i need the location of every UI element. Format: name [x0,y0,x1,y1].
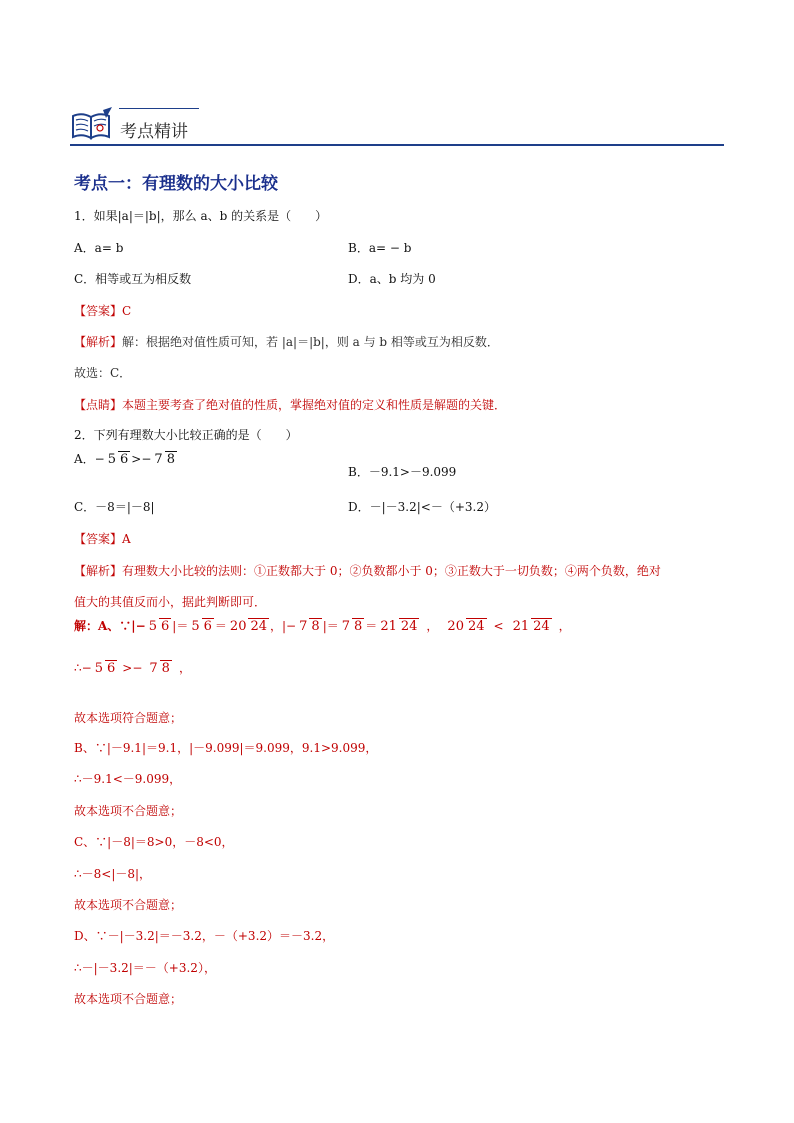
text: |＝ [172,619,189,633]
numerator: 21 [380,618,397,634]
fraction [340,618,365,634]
header-accent-line [119,108,199,109]
therefore-c: ∴－8<|－8|， [74,867,152,881]
denominator: 8 [161,660,170,676]
header-title: 考点精讲 [120,122,188,142]
option-label: A． [74,452,95,466]
numerator: 5 [94,660,103,676]
text: ， [178,661,191,675]
denominator: 24 [467,618,485,634]
text: ， [426,619,439,633]
text: ∴− [74,660,92,675]
header-divider [70,144,724,146]
text: ＝ [214,619,227,633]
solution-a [74,617,571,634]
text: ， [558,619,571,633]
answer-tag: 【答案】 [74,304,123,318]
analysis-text: 有理数大小比较的法则：①正数都大于 0；②负数都小于 0；③正数大于一切负数；④两个负数，绝对 [122,564,661,578]
q1-analysis [74,333,499,350]
denominator: 6 [161,618,170,634]
fit-a: 故本选项符合题意； [74,711,183,725]
fraction [228,618,269,634]
comment-tag: 【点睛】 [74,398,123,412]
numerator: 7 [149,660,158,676]
analysis-tag: 【解析】 [74,564,123,578]
answer-value: C [122,304,132,318]
denominator: 24 [400,618,418,634]
text: ＝ [365,619,378,633]
numerator: 21 [512,618,530,634]
q2-analysis-line1 [74,562,661,579]
numerator: 7 [299,618,308,634]
denominator: 8 [354,618,363,634]
fraction [147,618,172,634]
therefore-a [74,659,191,676]
solution-b: B、∵|－9.1|＝9.1，|－9.099|＝9.099，9.1>9.099， [74,741,378,755]
denominator: 8 [311,618,320,634]
nofit-b: 故本选项不合题意； [74,804,183,818]
numerator: 20 [447,618,464,634]
fraction [93,660,118,676]
fraction [297,618,322,634]
q1-choice: 故选：C． [74,366,132,380]
answer-tag: 【答案】 [74,532,123,546]
numerator: 7 [154,451,163,467]
gt-sign: >− [131,451,152,466]
analysis-tag: 【解析】 [74,335,123,349]
answer-value: A [122,532,131,546]
book-icon [70,106,114,142]
fraction [511,618,552,634]
q2-option-b: B．－9.1>－9.099 [348,465,457,479]
q1-option-b: B．a= − b [348,241,412,255]
therefore-d: ∴－|－3.2|＝－（+3.2）， [74,961,216,975]
therefore-b: ∴－9.1<－9.099， [74,772,182,786]
denominator: 6 [120,451,129,467]
text: |＝ [322,619,339,633]
numerator: 5 [148,618,158,634]
q2-analysis-line2: 值大的其值反而小，据此判断即可． [74,595,267,609]
fraction [189,618,214,634]
denominator: 24 [533,618,550,634]
q1-comment [74,396,506,413]
q1-option-d: D．a、b 均为 0 [348,272,436,286]
analysis-text: 解：根据绝对值性质可知，若 |a|＝|b|，则 a 与 b 相等或互为相反数． [122,335,499,349]
comment-text: 本题主要考查了绝对值的性质，掌握绝对值的定义和性质是解题的关键． [122,398,507,412]
q1-answer [74,302,131,319]
fraction [147,660,172,676]
q2-option-d: D．－|－3.2|<－（+3.2） [348,500,496,514]
denominator: 6 [203,618,212,634]
denominator: 6 [106,660,116,676]
q2-option-c: C．－8＝|－8| [74,500,155,514]
text: ，|− [270,619,297,633]
q1-option-c: C．相等或互为相反数 [74,272,192,286]
fraction-7-8 [152,451,177,467]
text: < [493,618,504,633]
denominator: 8 [166,451,175,467]
numerator: 5 [191,618,200,634]
q1-option-a: A．a= b [74,241,124,255]
minus-sign: − [94,451,105,466]
q2-stem: 2．下列有理数大小比较正确的是（ ） [74,428,298,442]
fraction-5-6 [106,451,131,467]
fraction [378,618,419,634]
numerator: 20 [229,618,247,634]
text: >− [122,660,143,675]
numerator: 7 [341,618,351,634]
solution-c: C、∵|－8|＝8>0，－8<0， [74,835,234,849]
denominator: 24 [250,618,268,634]
solution-d: D、∵－|－3.2|＝－3.2，－（+3.2）＝－3.2， [74,929,335,943]
q1-stem: 1．如果|a|＝|b|，那么 a、b 的关系是（ ） [74,209,328,223]
numerator: 5 [107,451,117,467]
q2-answer [74,530,131,547]
q2-option-a [74,450,178,467]
fraction [445,618,486,634]
section-title: 考点一：有理数的大小比较 [74,174,278,194]
text: 解：A、∵|− [74,619,146,633]
nofit-c: 故本选项不合题意； [74,898,183,912]
nofit-d: 故本选项不合题意； [74,992,183,1006]
